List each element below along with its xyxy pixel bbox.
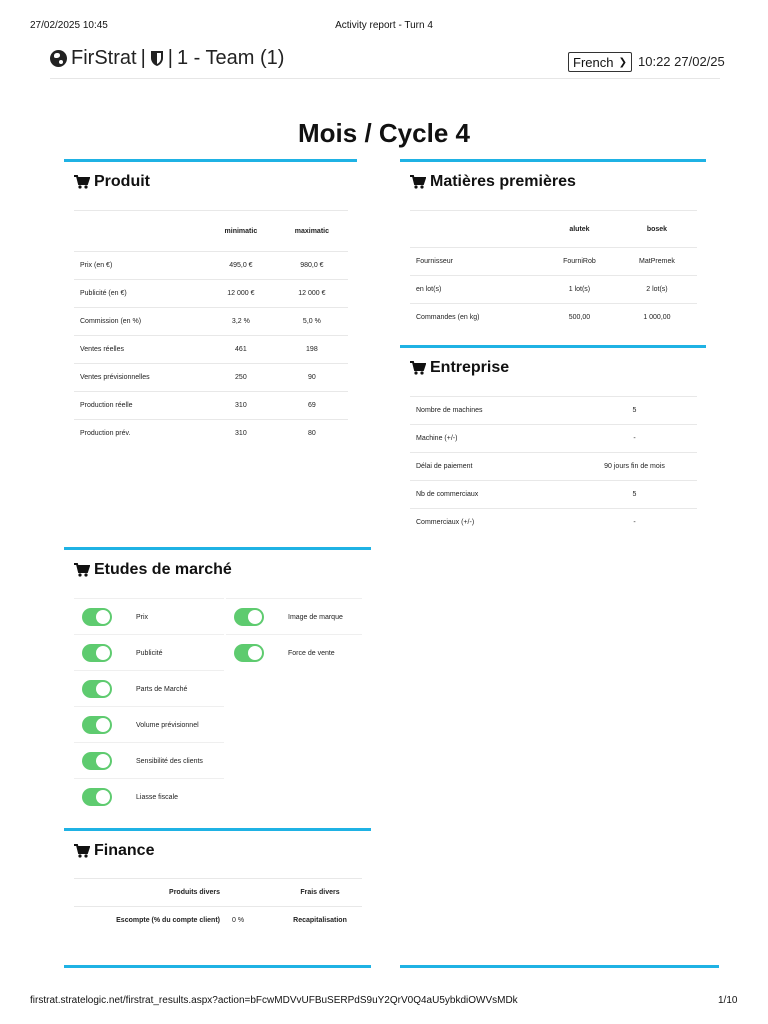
panel-title-finance [74, 842, 154, 860]
panel-accent-bar [64, 159, 357, 162]
panel-accent-bar [64, 828, 371, 831]
column-header: bosek [617, 211, 697, 248]
toggle-switch[interactable] [82, 788, 112, 806]
chevron-down-icon: ❯ [618, 56, 627, 68]
row-label: Commerciaux (+/-) [410, 509, 572, 537]
table-row [74, 308, 348, 336]
table-row [410, 397, 697, 425]
separator: | [167, 47, 173, 69]
toggle-switch[interactable] [82, 752, 112, 770]
cell: - [572, 425, 697, 453]
row-label: Production réelle [74, 392, 206, 420]
market-study-label: Prix [136, 613, 149, 621]
table-row [410, 304, 697, 332]
cell: 12 000 € [206, 280, 276, 308]
cell: 5,0 % [276, 308, 348, 336]
row-label: Escompte (% du compte client) [74, 907, 226, 935]
table-row [410, 453, 697, 481]
table-row [74, 392, 348, 420]
print-page-number: 1/10 [718, 995, 738, 1006]
table-row [74, 420, 348, 448]
cell: 250 [206, 364, 276, 392]
row-label: Nombre de machines [410, 397, 572, 425]
toggle-switch[interactable] [234, 644, 264, 662]
market-study-row [74, 598, 224, 635]
panel-title-text: Finance [94, 842, 155, 859]
cell: 980,0 € [276, 252, 348, 280]
cell: 310 [206, 420, 276, 448]
panel-accent-bar [64, 547, 371, 550]
matieres-table [410, 210, 697, 331]
panel-title-matieres [410, 173, 576, 191]
toggle-switch[interactable] [82, 608, 112, 626]
panel-accent-bar [64, 965, 371, 968]
market-study-row [74, 634, 224, 671]
panel-title-produit [74, 173, 150, 191]
globe-icon [50, 50, 67, 67]
cart-icon [74, 563, 90, 577]
market-study-label: Volume prévisionnel [136, 721, 199, 729]
panel-accent-bar [400, 345, 706, 348]
header-divider [50, 78, 720, 79]
panel-title-text: Etudes de marché [94, 561, 232, 578]
row-label: Publicité (en €) [74, 280, 206, 308]
row-label: Fournisseur [410, 248, 542, 276]
cell: 5 [572, 481, 697, 509]
print-datetime: 27/02/2025 10:45 [30, 20, 108, 31]
table-row [74, 364, 348, 392]
row-label: Commandes (en kg) [410, 304, 542, 332]
brand-name[interactable]: FirStrat [71, 47, 137, 69]
row-label: Ventes réelles [74, 336, 206, 364]
cell: 90 [276, 364, 348, 392]
column-header [74, 211, 206, 252]
cell: 12 000 € [276, 280, 348, 308]
panel-accent-bar [400, 159, 706, 162]
cell: MatPremek [617, 248, 697, 276]
toggle-switch[interactable] [82, 644, 112, 662]
toggle-switch[interactable] [82, 680, 112, 698]
column-header: alutek [542, 211, 617, 248]
table-row [74, 280, 348, 308]
toggle-switch[interactable] [82, 716, 112, 734]
row-label: en lot(s) [410, 276, 542, 304]
cell: 1 lot(s) [542, 276, 617, 304]
cell: 3,2 % [206, 308, 276, 336]
language-value: French [573, 54, 614, 70]
cart-icon [410, 361, 426, 375]
market-study-label: Liasse fiscale [136, 793, 179, 801]
row-label: Production prév. [74, 420, 206, 448]
cell: 495,0 € [206, 252, 276, 280]
column-header: Produits divers [74, 879, 226, 907]
table-row [410, 248, 697, 276]
market-study-label: Force de vente [288, 649, 335, 657]
panel-title-text: Entreprise [430, 359, 510, 376]
page-title: Mois / Cycle 4 [298, 118, 470, 148]
cart-icon [410, 175, 426, 189]
table-row [74, 252, 348, 280]
column-header: maximatic [276, 211, 348, 252]
cell: 310 [206, 392, 276, 420]
table-row [410, 425, 697, 453]
column-header: minimatic [206, 211, 276, 252]
cell: 80 [276, 420, 348, 448]
cell: - [572, 509, 697, 537]
column-header [410, 211, 542, 248]
cell: 500,00 [542, 304, 617, 332]
panel-title-text: Produit [94, 173, 150, 190]
cell: 5 [572, 397, 697, 425]
team-name: 1 - Team (1) [176, 47, 285, 69]
cell: FourniRob [542, 248, 617, 276]
market-study-row [226, 598, 362, 635]
row-label: Délai de paiement [410, 453, 572, 481]
row-label: Nb de commerciaux [410, 481, 572, 509]
cell: 198 [276, 336, 348, 364]
market-study-row [74, 742, 224, 779]
row-label: Machine (+/-) [410, 425, 572, 453]
row-label: Prix (en €) [74, 252, 206, 280]
entreprise-table [410, 396, 697, 536]
spacer [226, 879, 278, 907]
print-doc-title: Activity report - Turn 4 [335, 20, 433, 31]
shield-icon [150, 50, 164, 67]
panel-title-etudes [74, 561, 232, 579]
cell: 0 % [226, 907, 278, 935]
produit-table [74, 210, 348, 447]
panel-title-entreprise [410, 359, 509, 377]
separator: | [140, 47, 146, 69]
row-label: Commission (en %) [74, 308, 206, 336]
print-url: firstrat.stratelogic.net/firstrat_results.aspx?action=bFcwMDVvUFBuSERPdS9uY2QrV0Q4aU5ybkdiOWVsMDk [30, 995, 518, 1006]
market-study-row [74, 706, 224, 743]
row-label: Ventes prévisionnelles [74, 364, 206, 392]
market-study-label: Image de marque [288, 613, 343, 621]
toggle-switch[interactable] [234, 608, 264, 626]
market-study-row [226, 634, 362, 671]
panel-accent-bar [400, 965, 719, 968]
cell: 2 lot(s) [617, 276, 697, 304]
column-header: Frais divers [278, 879, 362, 907]
market-study-row [74, 670, 224, 707]
table-row [410, 276, 697, 304]
cart-icon [74, 175, 90, 189]
cell: 69 [276, 392, 348, 420]
table-row [74, 907, 362, 935]
clock: 10:22 27/02/25 [638, 54, 725, 69]
market-study-label: Publicité [136, 649, 163, 657]
finance-table [74, 878, 362, 934]
table-row [410, 509, 697, 537]
market-study-label: Parts de Marché [136, 685, 188, 693]
cart-icon [74, 844, 90, 858]
market-study-row [74, 778, 224, 815]
table-row [74, 336, 348, 364]
row-label: Recapitalisation [278, 907, 362, 935]
language-select[interactable] [568, 52, 632, 72]
table-row [410, 481, 697, 509]
panel-title-text: Matières premières [430, 173, 576, 190]
cell: 461 [206, 336, 276, 364]
app-header-brand [50, 47, 284, 70]
cell: 90 jours fin de mois [572, 453, 697, 481]
cell: 1 000,00 [617, 304, 697, 332]
market-study-label: Sensibilité des clients [136, 757, 203, 765]
